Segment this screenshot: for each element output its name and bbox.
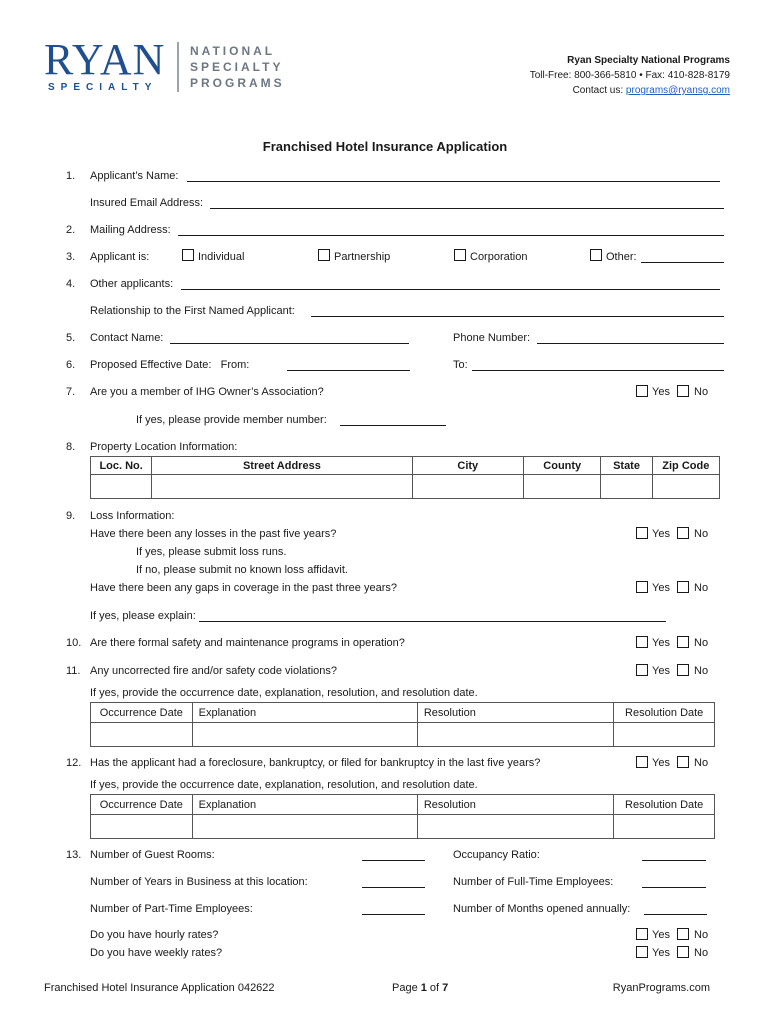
- explain-field[interactable]: [199, 610, 666, 622]
- weekly-question: Do you have weekly rates?: [90, 947, 223, 959]
- other-checkbox[interactable]: [590, 249, 602, 261]
- effective-from-field[interactable]: [287, 359, 410, 371]
- q7-yes-label: Yes: [652, 386, 670, 398]
- q12-note: If yes, provide the occurrence date, explanation, resolution, and resolution date.: [90, 779, 478, 791]
- partnership-checkbox[interactable]: [318, 249, 330, 261]
- applicant-name-field[interactable]: [187, 170, 720, 182]
- q7-yes-checkbox[interactable]: [636, 385, 648, 397]
- parttime-field[interactable]: [362, 903, 425, 915]
- form-title: Franchised Hotel Insurance Application: [262, 139, 508, 154]
- q12-label: Has the applicant had a foreclosure, bankruptcy, or filed for bankruptcy in the last five years?: [90, 757, 541, 769]
- col-county: County: [524, 457, 601, 475]
- col-resolution: Resolution: [417, 703, 614, 723]
- q11-no-label: No: [694, 665, 709, 677]
- fulltime-label: Number of Full-Time Employees:: [453, 876, 614, 888]
- gaps-question: Have there been any gaps in coverage in the past three years?: [90, 582, 397, 594]
- q11-yes-label: Yes: [652, 665, 670, 677]
- page-total: 7: [442, 982, 449, 994]
- footer-website: RyanPrograms.com: [612, 982, 710, 994]
- cell-resolution[interactable]: [417, 815, 614, 839]
- logo-divider: [177, 42, 179, 92]
- email-label: Insured Email Address:: [90, 197, 204, 209]
- email-field[interactable]: [210, 197, 724, 209]
- bankruptcy-table: [90, 794, 715, 839]
- parttime-label: Number of Part-Time Employees:: [90, 903, 253, 915]
- q11-note: If yes, provide the occurrence date, explanation, resolution, and resolution date.: [90, 687, 478, 699]
- q5-number: 5.: [66, 332, 76, 344]
- cell-loc-no[interactable]: [91, 475, 152, 499]
- q7-no-label: No: [694, 386, 709, 398]
- col-city: City: [412, 457, 524, 475]
- cell-zip-code[interactable]: [652, 475, 719, 499]
- corporation-checkbox[interactable]: [454, 249, 466, 261]
- table-row: [91, 723, 715, 747]
- hourly-no-label: No: [694, 929, 709, 941]
- q4-label: Other applicants:: [90, 278, 174, 290]
- col-zip-code: Zip Code: [652, 457, 719, 475]
- other-label: Other:: [606, 251, 637, 263]
- q13-number: 13.: [66, 849, 82, 861]
- footer-page-number: [392, 982, 448, 994]
- q4-number: 4.: [66, 278, 76, 290]
- q6-number: 6.: [66, 359, 76, 371]
- col-loc-no: Loc. No.: [91, 457, 152, 475]
- logo-line-3: PROGRAMS: [190, 76, 285, 90]
- other-applicants-field[interactable]: [181, 278, 720, 290]
- col-occurrence-date: Occurrence Date: [91, 795, 193, 815]
- months-field[interactable]: [644, 903, 707, 915]
- col-state: State: [601, 457, 652, 475]
- mailing-address-field[interactable]: [178, 224, 724, 236]
- partnership-label: Partnership: [334, 251, 391, 263]
- table-header-row: [91, 795, 715, 815]
- table-header-row: [91, 457, 720, 475]
- phone-field[interactable]: [537, 332, 724, 344]
- logo-program-text: [190, 43, 285, 91]
- q3-number: 3.: [66, 251, 76, 263]
- q1-label: Applicant’s Name:: [90, 170, 179, 182]
- losses-yes-checkbox[interactable]: [636, 527, 648, 539]
- cell-city[interactable]: [412, 475, 524, 499]
- q10-yes-label: Yes: [652, 637, 670, 649]
- q7-number: 7.: [66, 386, 76, 398]
- member-number-field[interactable]: [340, 414, 446, 426]
- contact-email-link[interactable]: programs@ryansg.com: [625, 85, 730, 96]
- property-location-table: [90, 456, 720, 499]
- q2-number: 2.: [66, 224, 76, 236]
- q9-label: Loss Information:: [90, 510, 175, 522]
- months-label: Number of Months opened annually:: [453, 903, 631, 915]
- effective-to-field[interactable]: [472, 359, 724, 371]
- q12-yes-checkbox[interactable]: [636, 756, 648, 768]
- losses-yes-label: Yes: [652, 528, 670, 540]
- company-contact: [573, 83, 730, 98]
- q11-number: 11.: [66, 665, 81, 677]
- q9-number: 9.: [66, 510, 76, 522]
- weekly-yes-checkbox[interactable]: [636, 946, 648, 958]
- loss-runs-note: If yes, please submit loss runs.: [136, 546, 287, 558]
- q8-number: 8.: [66, 441, 76, 453]
- relationship-field[interactable]: [311, 305, 724, 317]
- col-explanation: Explanation: [192, 795, 417, 815]
- gaps-yes-label: Yes: [652, 582, 670, 594]
- footer-form-id: Franchised Hotel Insurance Application 042622: [44, 982, 275, 994]
- hourly-yes-label: Yes: [652, 929, 670, 941]
- cell-explanation[interactable]: [192, 815, 417, 839]
- gaps-no-checkbox[interactable]: [677, 581, 689, 593]
- company-phones: Toll-Free: 800-366-5810 • Fax: 410-828-8179: [529, 70, 730, 81]
- violations-table: [90, 702, 715, 747]
- table-row: [91, 475, 720, 499]
- logo-ryan-wordmark: RYAN: [44, 35, 166, 84]
- q12-yes-label: Yes: [652, 757, 670, 769]
- losses-no-checkbox[interactable]: [677, 527, 689, 539]
- gaps-no-label: No: [694, 582, 709, 594]
- q11-yes-checkbox[interactable]: [636, 664, 648, 676]
- cell-occurrence-date[interactable]: [91, 815, 193, 839]
- relationship-label: Relationship to the First Named Applicant:: [90, 305, 295, 317]
- q12-number: 12.: [66, 757, 82, 769]
- occupancy-label: Occupancy Ratio:: [453, 849, 540, 861]
- q10-number: 10.: [66, 637, 82, 649]
- q12-no-label: No: [694, 757, 709, 769]
- q10-no-label: No: [694, 637, 709, 649]
- contact-prefix: Contact us:: [572, 85, 626, 96]
- contact-name-field[interactable]: [170, 332, 409, 344]
- weekly-no-checkbox[interactable]: [677, 946, 689, 958]
- col-street-address: Street Address: [152, 457, 412, 475]
- individual-checkbox[interactable]: [182, 249, 194, 261]
- q10-no-checkbox[interactable]: [677, 636, 689, 648]
- q2-label: Mailing Address:: [90, 224, 171, 236]
- q3-label: Applicant is:: [90, 251, 150, 263]
- weekly-no-label: No: [694, 947, 709, 959]
- table-row: [91, 815, 715, 839]
- years-label: Number of Years in Business at this location:: [90, 876, 308, 888]
- logo-specialty-text: SPECIALTY: [48, 82, 158, 93]
- company-name: Ryan Specialty National Programs: [567, 55, 730, 66]
- q11-no-checkbox[interactable]: [677, 664, 689, 676]
- page-prefix: Page: [392, 982, 421, 994]
- losses-question: Have there been any losses in the past five years?: [90, 528, 337, 540]
- q7-label: Are you a member of IHG Owner’s Association?: [90, 386, 324, 398]
- cell-occurrence-date[interactable]: [91, 723, 193, 747]
- col-resolution-date: Resolution Date: [614, 795, 715, 815]
- logo-line-1: NATIONAL: [190, 44, 276, 58]
- page-mid: of: [426, 982, 443, 994]
- logo-line-2: SPECIALTY: [190, 60, 284, 74]
- individual-label: Individual: [198, 251, 245, 263]
- q6-label: Proposed Effective Date: From:: [90, 359, 250, 371]
- gaps-yes-checkbox[interactable]: [636, 581, 648, 593]
- cell-resolution-date[interactable]: [614, 723, 715, 747]
- member-number-label: If yes, please provide member number:: [136, 414, 327, 426]
- weekly-yes-label: Yes: [652, 947, 670, 959]
- guest-rooms-label: Number of Guest Rooms:: [90, 849, 215, 861]
- q1-number: 1.: [66, 170, 76, 182]
- col-resolution-date: Resolution Date: [614, 703, 715, 723]
- guest-rooms-field[interactable]: [362, 849, 425, 861]
- phone-label: Phone Number:: [453, 332, 531, 344]
- cell-explanation[interactable]: [192, 723, 417, 747]
- table-header-row: [91, 703, 715, 723]
- other-field[interactable]: [641, 251, 724, 263]
- q7-no-checkbox[interactable]: [677, 385, 689, 397]
- q10-yes-checkbox[interactable]: [636, 636, 648, 648]
- cell-county[interactable]: [524, 475, 601, 499]
- q11-label: Any uncorrected fire and/or safety code violations?: [90, 665, 338, 677]
- hourly-no-checkbox[interactable]: [677, 928, 689, 940]
- cell-resolution-date[interactable]: [614, 815, 715, 839]
- q5-label: Contact Name:: [90, 332, 164, 344]
- explain-label: If yes, please explain:: [90, 610, 196, 622]
- cell-state[interactable]: [601, 475, 652, 499]
- cell-street-address[interactable]: [152, 475, 412, 499]
- to-label: To:: [453, 359, 468, 371]
- page-current: 1: [420, 982, 427, 994]
- col-occurrence-date: Occurrence Date: [91, 703, 193, 723]
- losses-no-label: No: [694, 528, 709, 540]
- col-explanation: Explanation: [192, 703, 417, 723]
- hourly-yes-checkbox[interactable]: [636, 928, 648, 940]
- years-field[interactable]: [362, 876, 425, 888]
- col-resolution: Resolution: [417, 795, 614, 815]
- cell-resolution[interactable]: [417, 723, 614, 747]
- q10-label: Are there formal safety and maintenance programs in operation?: [90, 637, 405, 649]
- affidavit-note: If no, please submit no known loss affidavit.: [136, 564, 348, 576]
- hourly-question: Do you have hourly rates?: [90, 929, 219, 941]
- occupancy-field[interactable]: [642, 849, 706, 861]
- corporation-label: Corporation: [470, 251, 528, 263]
- fulltime-field[interactable]: [642, 876, 706, 888]
- q8-label: Property Location Information:: [90, 441, 238, 453]
- q12-no-checkbox[interactable]: [677, 756, 689, 768]
